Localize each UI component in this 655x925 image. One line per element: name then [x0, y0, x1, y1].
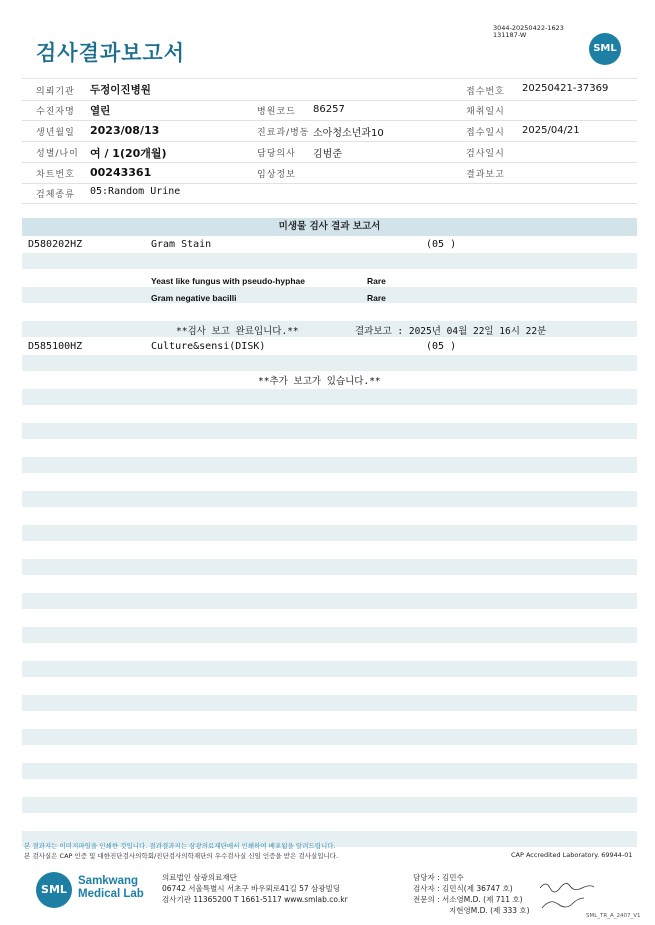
staff-info: [413, 872, 530, 916]
org-contact: 검사기관 11365200 T 1661-5117 www.smlab.co.kr: [162, 895, 348, 904]
org-info: [162, 872, 348, 905]
divider: [22, 100, 637, 101]
dob-value: 2023/08/13: [90, 124, 160, 137]
divider: [22, 120, 637, 121]
accreditation-notice: 본 검사실은 CAP 인증 및 대한진단검사의학회/진단검사의학재단의 우수검사실 신임 인증을 받은 검사실입니다.: [24, 852, 339, 860]
sex-age-value: 여 / 1(20개월): [90, 147, 167, 160]
divider: [22, 78, 637, 79]
test2-code: D585100HZ: [28, 341, 83, 352]
finding1-value: Rare: [367, 276, 386, 286]
document-id: [493, 25, 564, 39]
department-label: 진료과/병동: [257, 128, 310, 138]
print-notice: 본 결과지는 이미지파일을 인쇄한 것입니다. 결과결과지는 삼광의료재단에서 인쇄하여 배포됨을 알려드립니다.: [24, 842, 336, 850]
divider: [22, 203, 637, 204]
divider: [22, 162, 637, 163]
document-id-line1: 3044-20250422-1623: [493, 24, 564, 32]
patient-name-label: 수진자명: [36, 107, 75, 117]
additional-report-message: **추가 보고가 있습니다.**: [258, 376, 381, 387]
requesting-org-value: 두정이진병원: [90, 84, 151, 96]
finding1-name: Yeast like fungus with pseudo-hyphae: [151, 276, 305, 286]
specimen-label: 검체종류: [36, 190, 75, 200]
report-complete-message: **검사 보고 완료입니다.**: [176, 326, 299, 337]
report-time: 결과보고 : 2025년 04월 22일 16시 22분: [355, 326, 547, 337]
test-date-label: 검사일시: [466, 149, 505, 159]
staff-manager: 담당자 : 김민수: [413, 873, 464, 882]
specimen-value: 05:Random Urine: [90, 186, 181, 197]
chart-no-value: 00243361: [90, 166, 152, 179]
sml-footer-logo: SML: [36, 872, 72, 908]
receipt-date-value: 2025/04/21: [522, 125, 580, 136]
test2-specimen: (05 ): [426, 341, 457, 352]
result-report-label: 결과보고: [466, 170, 505, 180]
doctor-label: 담당의사: [257, 149, 296, 159]
department-value: 소아청소년과10: [313, 128, 384, 139]
hospital-code-value: 86257: [313, 104, 345, 115]
test1-code: D580202HZ: [28, 239, 83, 250]
test2-name: Culture&sensi(DISK): [151, 341, 266, 352]
clinical-info-label: 임상정보: [257, 170, 296, 180]
divider: [22, 183, 637, 184]
document-id-line2: 131187-W: [493, 31, 527, 39]
cap-accreditation: CAP Accredited Laboratory. 69944-01: [511, 851, 633, 859]
staff-specialist2: 지현영M.D. (제 333 호): [449, 906, 530, 915]
org-name: 의료법인 삼광의료재단: [162, 873, 237, 882]
receipt-no-label: 접수번호: [466, 87, 505, 97]
brand-line1: Samkwang: [78, 875, 139, 887]
collection-date-label: 채취일시: [466, 107, 505, 117]
sex-age-label: 성별/나이: [36, 149, 79, 159]
results-section-title: 미생물 검사 결과 보고서: [278, 221, 381, 232]
form-code: SML_TR_A_2407_V1: [586, 913, 641, 919]
chart-no-label: 차트번호: [36, 170, 75, 180]
page-title: 검사결과보고서: [36, 41, 186, 65]
staff-specialist1: 전문의 : 서소영M.D. (제 711 호): [413, 895, 523, 904]
org-address: 06742 서울특별시 서초구 바우뫼로41길 57 삼광빌딩: [162, 884, 341, 893]
doctor-value: 김범준: [313, 149, 342, 160]
dob-label: 생년월일: [36, 128, 75, 138]
staff-tester: 검사자 : 김민식(제 36747 호): [413, 884, 513, 893]
signature-icon: [538, 878, 598, 912]
sml-logo: SML: [589, 33, 621, 65]
test1-name: Gram Stain: [151, 239, 212, 250]
finding2-name: Gram negative bacilli: [151, 293, 237, 303]
receipt-no-value: 20250421-37369: [522, 83, 609, 94]
brand-line2: Medical Lab: [78, 888, 144, 900]
finding2-value: Rare: [367, 293, 386, 303]
patient-name-value: 열린: [90, 105, 111, 117]
brand-name: [78, 875, 144, 901]
divider: [22, 141, 637, 142]
receipt-date-label: 접수일시: [466, 128, 505, 138]
hospital-code-label: 병원코드: [257, 107, 296, 117]
requesting-org-label: 의뢰기관: [36, 87, 75, 97]
test1-specimen: (05 ): [426, 239, 457, 250]
